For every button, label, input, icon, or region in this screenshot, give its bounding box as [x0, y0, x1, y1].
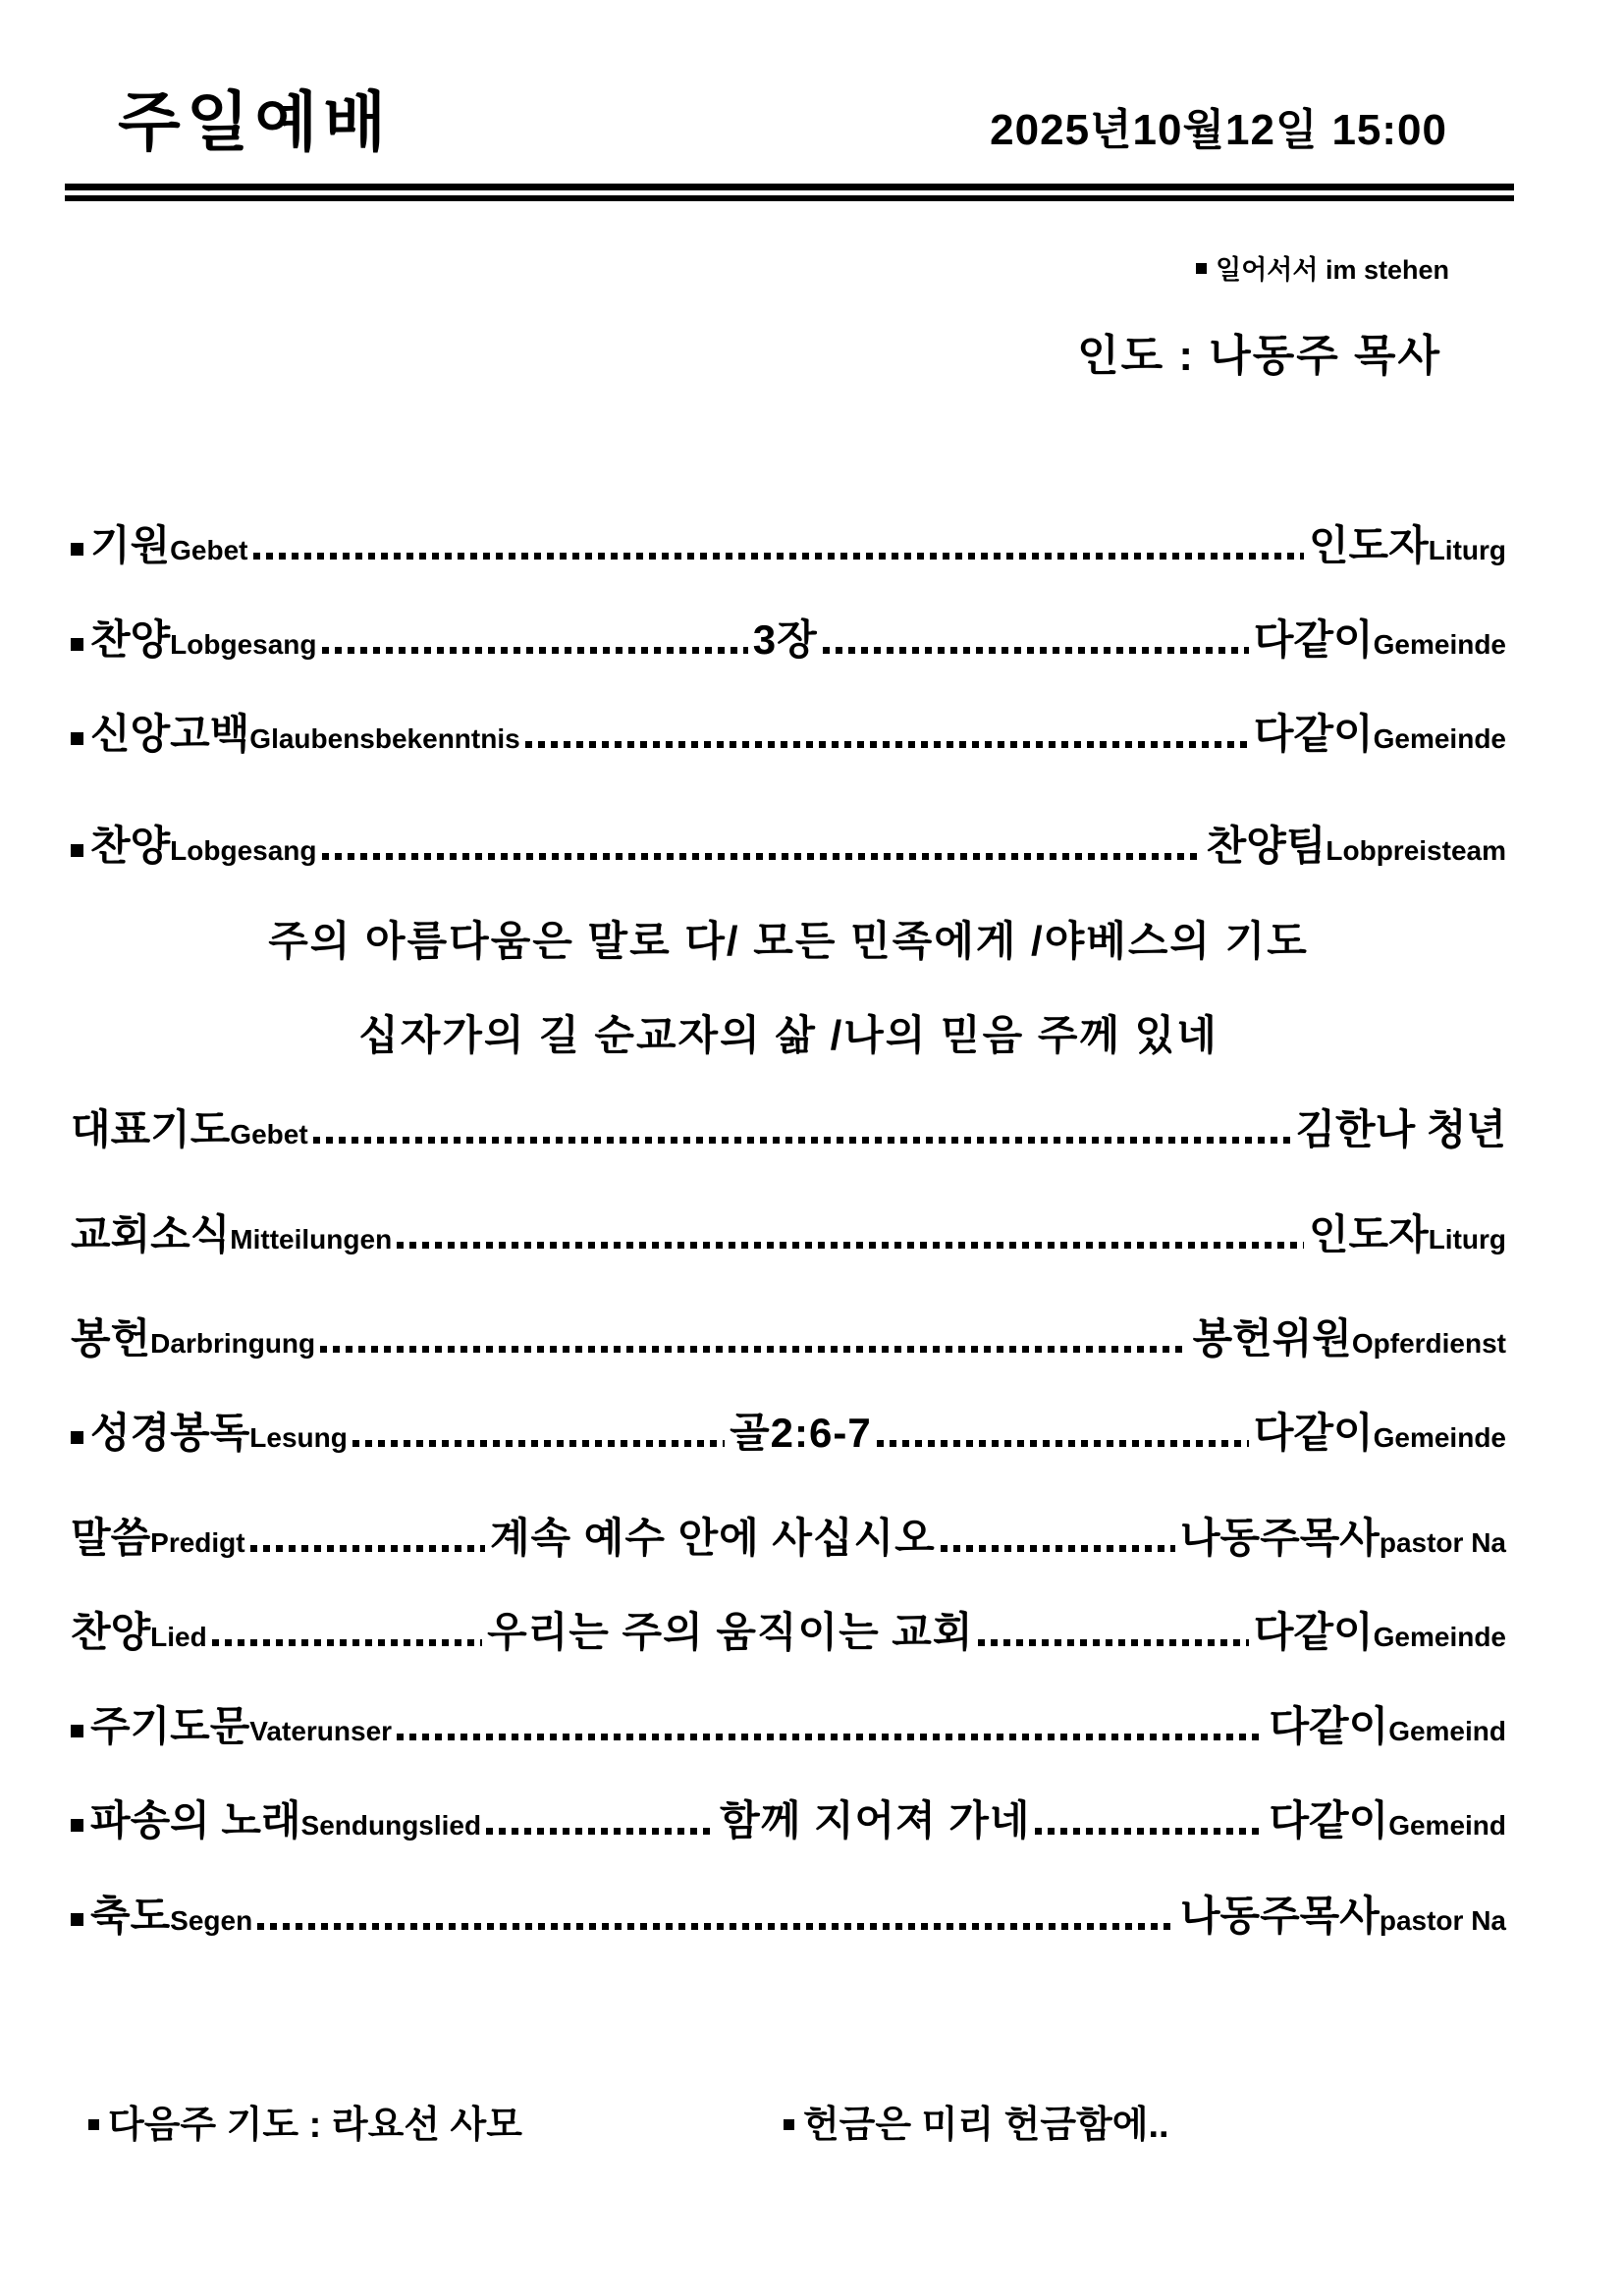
- dot-leader: [352, 1440, 725, 1447]
- order-item-chanyang-1: [71, 616, 1506, 664]
- item-label-de: Darbringung: [150, 1327, 316, 1359]
- footer-right-text: 헌금은 미리 헌금함에..: [802, 2105, 1169, 2147]
- item-right-ko: 인도자: [1308, 521, 1429, 568]
- item-right-ko: 찬양팀: [1206, 823, 1326, 870]
- square-bullet-icon: [71, 1725, 83, 1737]
- service-datetime: [990, 94, 1447, 157]
- song-list: [71, 918, 1506, 1060]
- square-bullet-icon: [71, 844, 83, 857]
- standing-note: [71, 248, 1449, 287]
- dot-leader: [253, 553, 1304, 560]
- square-bullet-icon: [71, 732, 83, 745]
- square-bullet-icon: [71, 1431, 83, 1444]
- item-label-ko: 교회소식: [71, 1210, 231, 1257]
- item-label-de: Lied: [150, 1621, 207, 1652]
- item-label-de: Gebet: [230, 1119, 308, 1150]
- item-right-ko: 봉헌위원: [1192, 1314, 1352, 1362]
- item-right-ko: 김한나 청년: [1295, 1106, 1506, 1153]
- service-time: 15:00: [1331, 106, 1447, 154]
- header-divider: [65, 184, 1514, 201]
- standing-note-de: im stehen: [1325, 254, 1449, 285]
- item-label-de: Mitteilungen: [230, 1223, 393, 1255]
- square-bullet-icon: [88, 2119, 99, 2130]
- leader-line: 인도 : 나동주 목사: [1077, 331, 1441, 380]
- order-item-gyohoesosik: [71, 1211, 1506, 1258]
- item-label-ko: 봉헌: [71, 1314, 151, 1362]
- item-label-ko: 말씀: [71, 1514, 151, 1561]
- item-right-de: Gemeind: [1388, 1810, 1507, 1842]
- footer-notes: [71, 2105, 1506, 2148]
- item-label-ko: 주기도문: [90, 1703, 250, 1750]
- item-center-text: 함께 지어져 가네: [720, 1797, 1031, 1844]
- item-label-de: Segen: [170, 1904, 253, 1936]
- dot-leader: [1035, 1828, 1264, 1835]
- dot-leader: [397, 1734, 1264, 1740]
- item-label-ko: 대표기도: [71, 1106, 231, 1153]
- dot-leader: [486, 1828, 715, 1835]
- item-label-de: Sendungslied: [300, 1810, 482, 1842]
- order-item-chukdo: [71, 1893, 1506, 1940]
- item-right-de: Gemeinde: [1373, 628, 1507, 660]
- song-line-1: 주의 아름다움은 말로 다/ 모든 민족에게 /야베스의 기도: [268, 917, 1309, 964]
- order-item-pasong-norae: [71, 1797, 1506, 1844]
- footer-offering-note: [784, 2105, 1169, 2148]
- dot-leader: [257, 1923, 1175, 1930]
- item-label-ko: 기원: [90, 521, 171, 568]
- item-right-de: pastor Na: [1379, 1904, 1506, 1936]
- item-label-ko: 파송의 노래: [90, 1797, 301, 1844]
- item-label-de: Glaubensbekenntnis: [249, 723, 520, 755]
- item-right-ko: 나동주목사: [1179, 1514, 1380, 1561]
- dot-leader: [313, 1137, 1291, 1144]
- item-label-de: Predigt: [150, 1526, 245, 1558]
- item-right-ko: 다같이: [1253, 1608, 1374, 1655]
- order-item-chanyang-lied: [71, 1609, 1506, 1656]
- item-right-de: Gemeinde: [1373, 723, 1506, 755]
- service-date: 2025년10월12일: [990, 106, 1319, 154]
- dot-leader: [823, 647, 1249, 654]
- page-title: 주일예배: [118, 85, 393, 158]
- item-label-ko: 축도: [90, 1892, 171, 1939]
- square-bullet-icon: [71, 1913, 83, 1926]
- item-label-ko: 찬양: [71, 1608, 151, 1655]
- standing-note-ko: 일어서서: [1216, 254, 1319, 285]
- item-right-de: Opferdienst: [1351, 1327, 1506, 1359]
- item-label-ko: 찬양: [90, 615, 171, 663]
- item-label-de: Lesung: [249, 1422, 348, 1454]
- item-center-text: 우리는 주의 움직이는 교회: [487, 1608, 974, 1655]
- square-bullet-icon: [1196, 263, 1207, 274]
- order-item-seonggyeongbongdok: [71, 1410, 1506, 1457]
- square-bullet-icon: [71, 638, 83, 651]
- item-label-de: Gebet: [170, 534, 248, 565]
- square-bullet-icon: [71, 543, 83, 556]
- item-label-de: Lobgesang: [170, 835, 317, 867]
- item-right-de: pastor Na: [1379, 1526, 1507, 1558]
- item-right-ko: 나동주목사: [1179, 1892, 1380, 1939]
- item-right-ko: 다같이: [1253, 615, 1374, 663]
- order-item-bongheon: [71, 1315, 1506, 1362]
- dot-leader: [941, 1545, 1175, 1552]
- song-line-2: 십자가의 길 순교자의 삶 /나의 믿음 주께 있네: [358, 1012, 1218, 1059]
- square-bullet-icon: [71, 1819, 83, 1832]
- dot-leader: [212, 1639, 482, 1646]
- dot-leader: [978, 1639, 1248, 1646]
- order-item-sinanggobaek: [71, 711, 1506, 758]
- dot-leader: [322, 647, 748, 654]
- item-label-de: Vaterunser: [249, 1716, 393, 1747]
- order-item-malsseum: [71, 1515, 1506, 1562]
- item-center-text: 3장: [752, 615, 818, 663]
- footer-left-text: 다음주 기도 : 라요선 사모: [108, 2105, 522, 2147]
- item-right-ko: 다같이: [1253, 711, 1374, 758]
- item-right-ko: 인도자: [1308, 1210, 1429, 1257]
- order-item-jugidomun: [71, 1703, 1506, 1750]
- item-label-ko: 성경봉독: [90, 1410, 250, 1457]
- item-right-de: Liturg: [1428, 534, 1506, 565]
- item-right-de: Gemeinde: [1373, 1422, 1506, 1454]
- item-right-ko: 다같이: [1269, 1703, 1389, 1750]
- order-item-chanyang-2: [71, 823, 1506, 870]
- item-right-ko: 다같이: [1269, 1797, 1389, 1844]
- footer-next-week-prayer: [88, 2105, 522, 2148]
- header: [71, 86, 1506, 158]
- dot-leader: [525, 741, 1249, 748]
- dot-leader: [397, 1242, 1304, 1249]
- dot-leader: [322, 853, 1202, 860]
- dot-leader: [320, 1346, 1187, 1353]
- square-bullet-icon: [784, 2119, 794, 2130]
- item-label-ko: 신앙고백: [90, 711, 250, 758]
- item-label-ko: 찬양: [90, 823, 171, 870]
- item-center-text: 골2:6-7: [730, 1410, 872, 1457]
- dot-leader: [250, 1545, 485, 1552]
- item-right-de: Gemeinde: [1373, 1621, 1507, 1652]
- order-item-daepyogido: [71, 1106, 1506, 1153]
- item-right-de: Liturg: [1428, 1223, 1506, 1255]
- item-right-ko: 다같이: [1253, 1410, 1374, 1457]
- item-right-de: Lobpreisteam: [1326, 835, 1506, 867]
- item-right-de: Gemeind: [1388, 1716, 1506, 1747]
- item-center-text: 계속 예수 안에 사십시오: [489, 1514, 936, 1561]
- item-label-de: Lobgesang: [170, 628, 317, 660]
- order-item-giwon: [71, 522, 1506, 569]
- dot-leader: [877, 1440, 1249, 1447]
